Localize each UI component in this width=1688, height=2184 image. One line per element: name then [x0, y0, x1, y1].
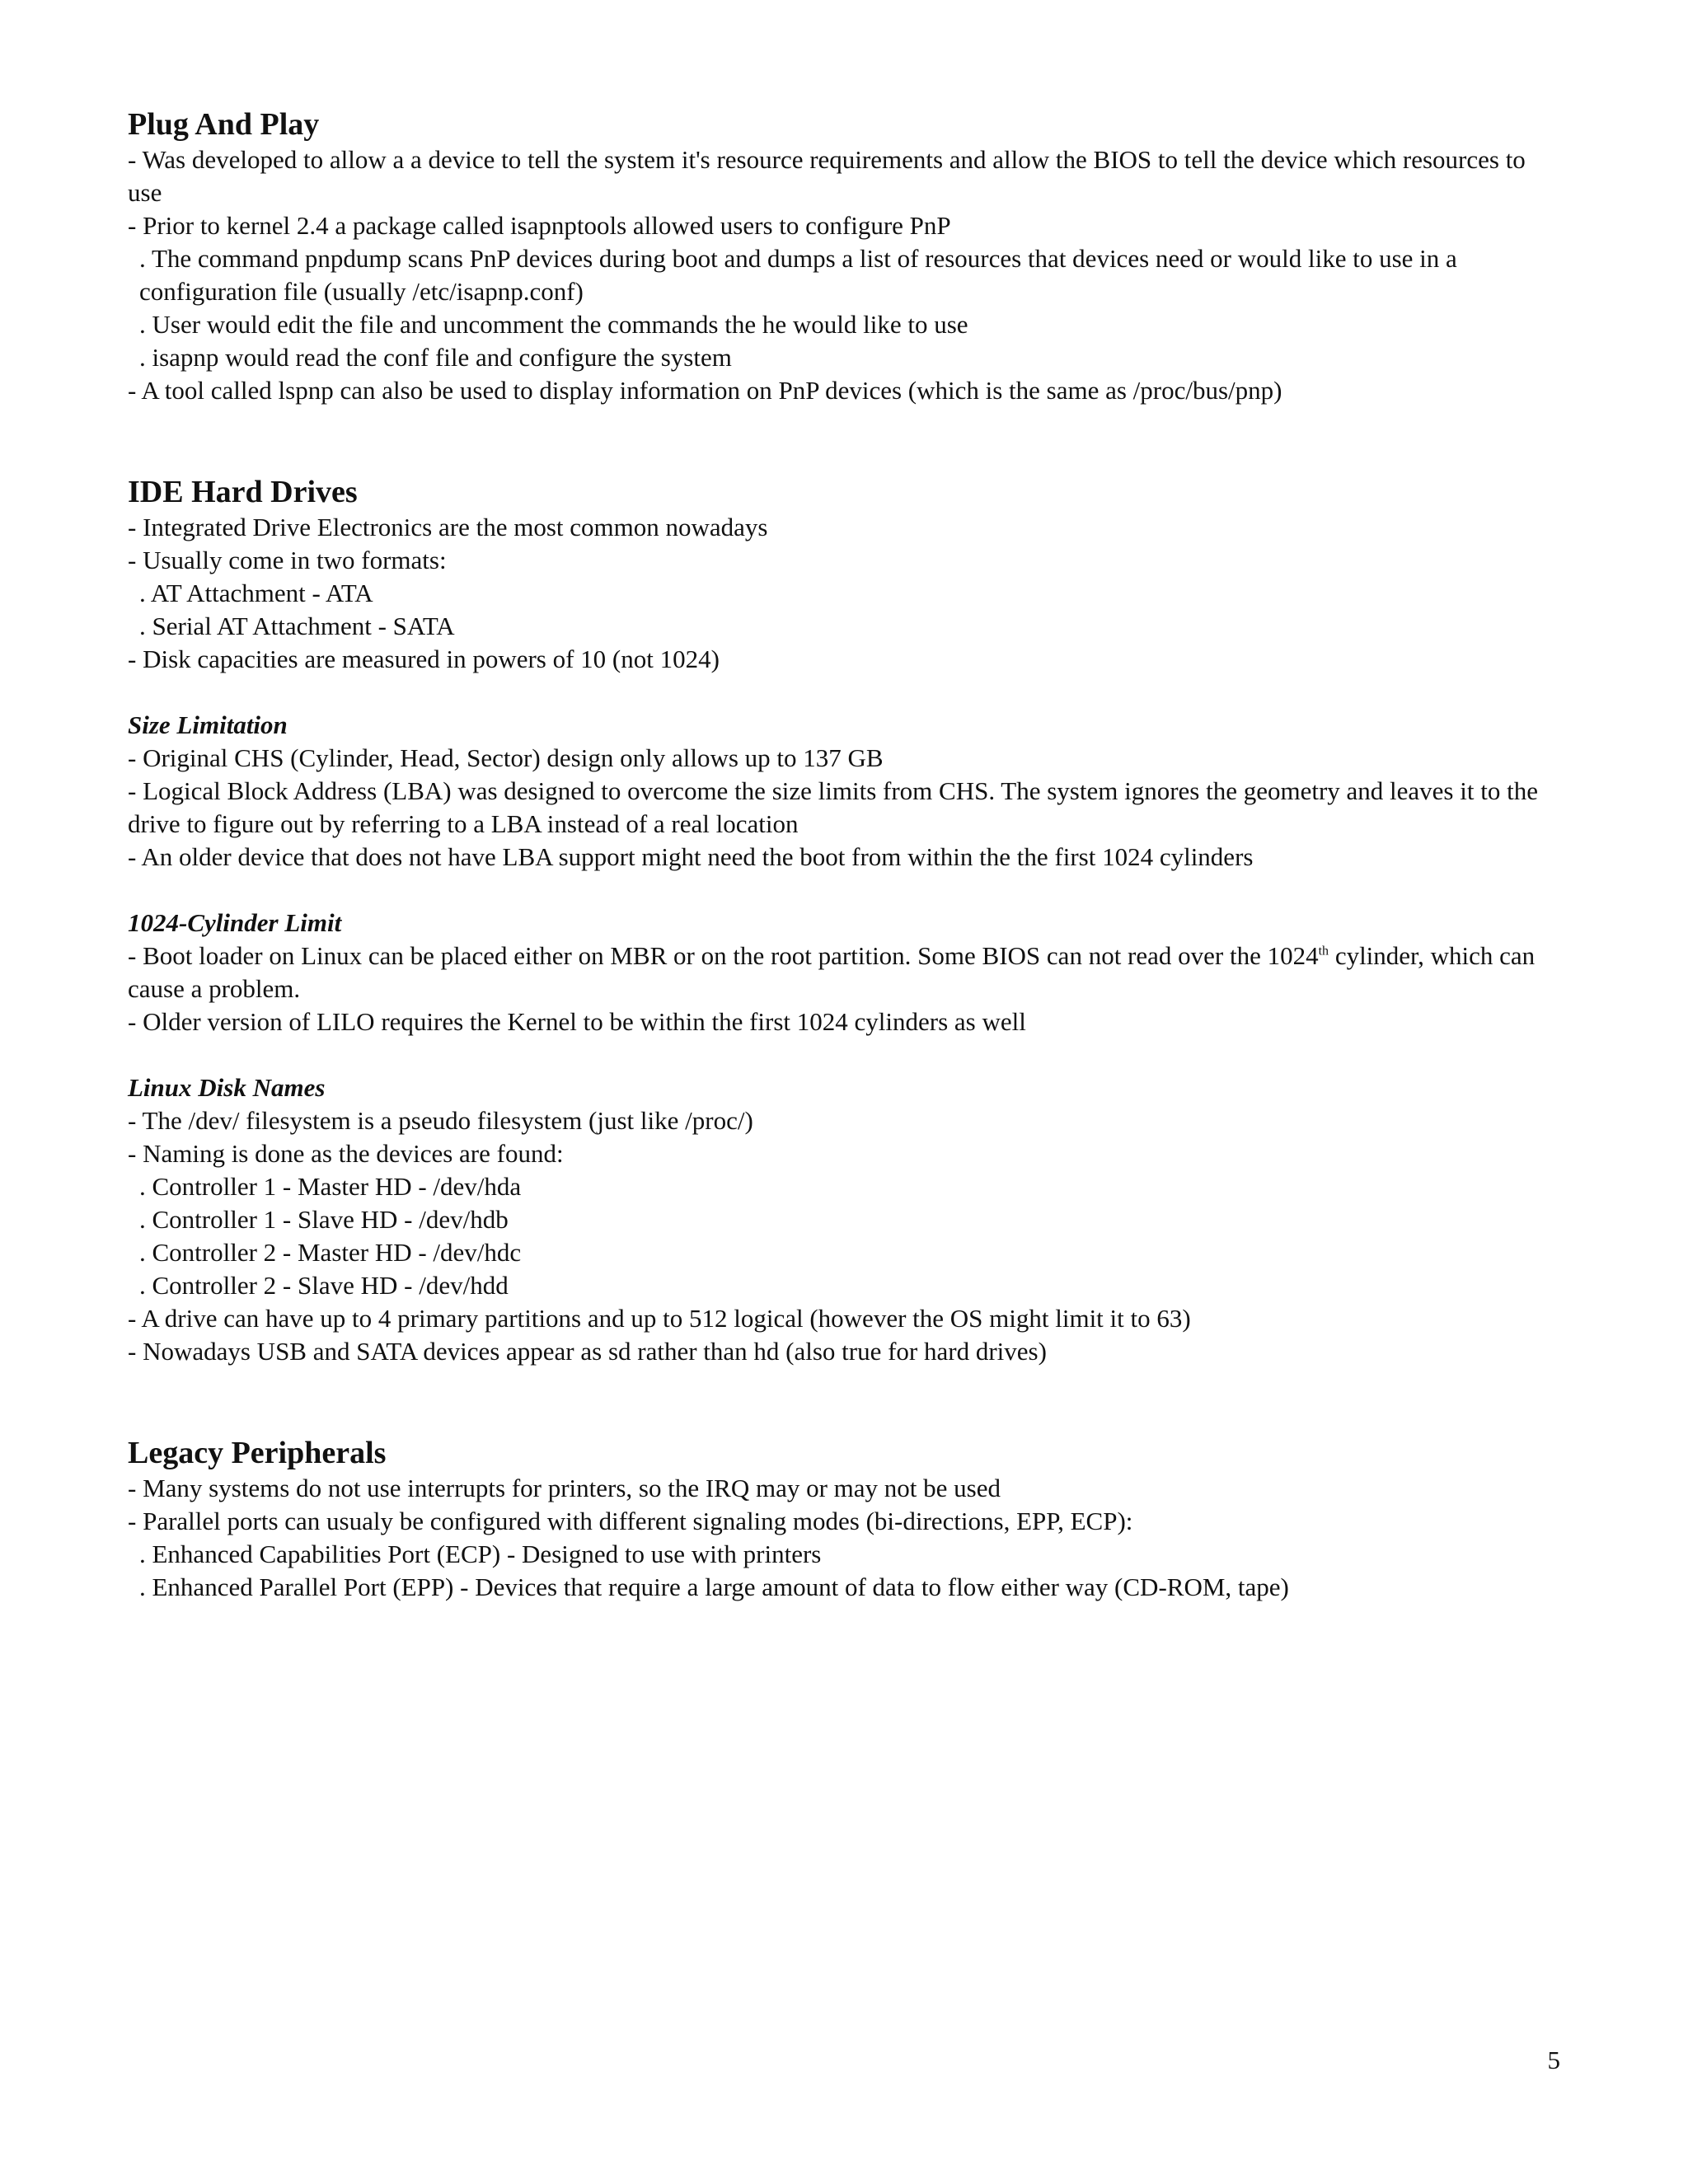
body-line: . Controller 1 - Slave HD - /dev/hdb — [139, 1205, 509, 1234]
body-line: - Naming is done as the devices are found: — [128, 1139, 564, 1168]
body-line: - Older version of LILO requires the Kernel to be within the first 1024 cylinders as well — [128, 1007, 1026, 1036]
body-line: - A drive can have up to 4 primary partitions and up to 512 logical (however the OS might limit it to 63) — [128, 1304, 1191, 1333]
body-line: - Was developed to allow a a device to tell the system it's resource requirements and allow the BIOS to tell the device which resources to use — [128, 145, 1526, 207]
body-line: . Controller 2 - Slave HD - /dev/hdd — [139, 1271, 509, 1300]
section-legacy-peripherals — [128, 1434, 1562, 1604]
page-number: 5 — [1547, 2046, 1560, 2074]
body-line-bootloader — [128, 940, 1562, 1005]
body-line: . User would edit the file and uncomment the commands the he would like to use — [139, 310, 968, 339]
body-line: . isapnp would read the conf file and configure the system — [139, 343, 732, 372]
subsection-heading: Linux Disk Names — [128, 1073, 326, 1102]
body-line: . Enhanced Capabilities Port (ECP) - Designed to use with printers — [139, 1540, 822, 1568]
subsection-1024-cylinder-limit — [128, 907, 1562, 1038]
body-line: - Original CHS (Cylinder, Head, Sector) design only allows up to 137 GB — [128, 743, 884, 772]
section-heading: IDE Hard Drives — [128, 475, 358, 509]
subsection-linux-disk-names — [128, 1071, 1562, 1368]
body-line: . AT Attachment - ATA — [139, 579, 373, 607]
body-line: - Many systems do not use interrupts for printers, so the IRQ may or may not be used — [128, 1474, 1001, 1502]
body-line: - Nowadays USB and SATA devices appear as sd rather than hd (also true for hard drives) — [128, 1337, 1047, 1366]
body-line: . Controller 2 - Master HD - /dev/hdc — [139, 1238, 522, 1267]
body-line: - Usually come in two formats: — [128, 546, 447, 574]
section-ide-hard-drives — [128, 473, 1562, 1368]
body-line: . Enhanced Parallel Port (EPP) - Devices that require a large amount of data to flow either way (CD-ROM, tape) — [139, 1572, 1289, 1601]
ordinal-superscript: th — [1318, 944, 1329, 958]
body-line: - Prior to kernel 2.4 a package called isapnptools allowed users to configure PnP — [128, 211, 951, 240]
body-line: - An older device that does not have LBA support might need the boot from within the the first 1024 cylinders — [128, 842, 1254, 871]
section-heading: Plug And Play — [128, 107, 320, 142]
section-heading: Legacy Peripherals — [128, 1436, 387, 1470]
body-line: . Controller 1 - Master HD - /dev/hda — [139, 1172, 522, 1201]
body-text: cylinder, which can cause a problem. — [128, 941, 1536, 1003]
document-page — [128, 105, 1562, 1604]
body-line: . The command pnpdump scans PnP devices during boot and dumps a list of resources that devices need or would like to use in a configuration file (usually /etc/isapnp.conf) — [139, 244, 1457, 306]
body-line: - Parallel ports can usualy be configured with different signaling modes (bi-directions, EPP, ECP): — [128, 1507, 1133, 1535]
body-line: - Logical Block Address (LBA) was designed to overcome the size limits from CHS. The system ignores the geometry and leaves it to the drive to figure out by referring to a LBA instead of a real location — [128, 776, 1538, 838]
subsection-size-limitation — [128, 709, 1562, 874]
subsection-heading: 1024-Cylinder Limit — [128, 908, 342, 937]
section-plug-and-play — [128, 105, 1562, 407]
body-text: - Boot loader on Linux can be placed either on MBR or on the root partition. Some BIOS can not read over the 1024 — [128, 941, 1319, 970]
body-line: - A tool called lspnp can also be used to display information on PnP devices (which is the same as /proc/bus/pnp) — [128, 376, 1282, 405]
body-line: - The /dev/ filesystem is a pseudo filesystem (just like /proc/) — [128, 1106, 753, 1135]
body-line: - Disk capacities are measured in powers of 10 (not 1024) — [128, 644, 720, 673]
body-line: . Serial AT Attachment - SATA — [139, 612, 455, 640]
subsection-heading: Size Limitation — [128, 710, 288, 739]
body-line: - Integrated Drive Electronics are the most common nowadays — [128, 513, 768, 541]
